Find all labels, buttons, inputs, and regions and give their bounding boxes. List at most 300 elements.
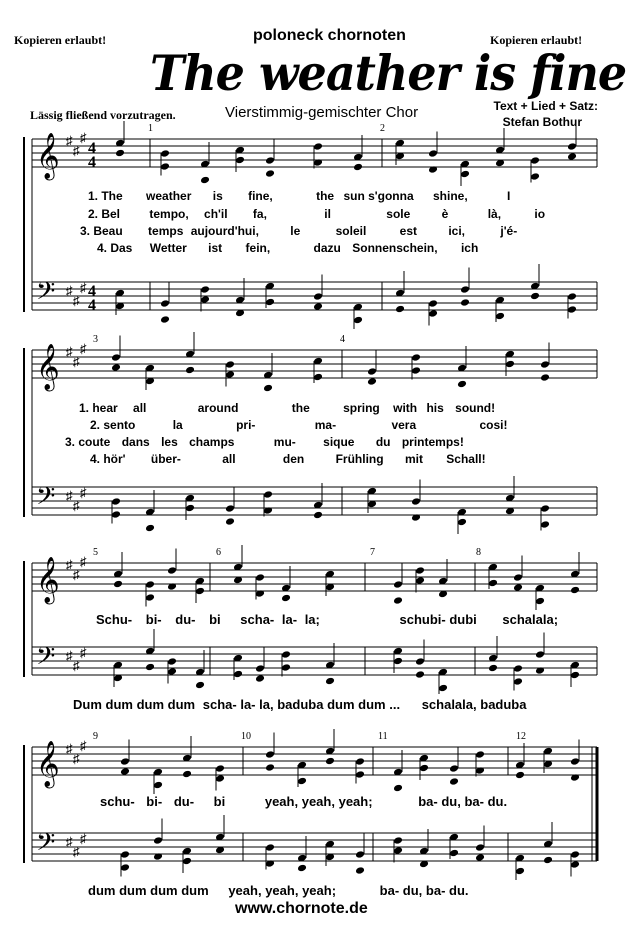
note-head <box>515 771 525 780</box>
note-head <box>567 152 577 161</box>
note-head <box>167 657 177 666</box>
measure-number: 4 <box>340 334 345 345</box>
lyric: dum ... <box>358 697 401 712</box>
lyric: scha- <box>240 612 275 627</box>
lyric: his <box>426 401 444 415</box>
lyric: du. <box>449 883 469 898</box>
sharp-icon: ♯ <box>73 567 80 582</box>
note-head <box>428 299 438 308</box>
note-head <box>393 846 403 855</box>
note-head <box>195 587 205 596</box>
note-head <box>120 757 130 766</box>
lyric: sound! <box>455 401 496 415</box>
measure-number: 11 <box>378 731 388 742</box>
lyric: du- <box>175 612 196 627</box>
measure-number: 10 <box>241 731 251 742</box>
lyric: la- <box>281 612 298 627</box>
lyric: 3. Beau <box>80 224 123 238</box>
verse-line-4 <box>97 241 478 255</box>
bass-clef-icon: 𝄢 <box>36 278 56 311</box>
note-head <box>411 497 421 506</box>
measure-number: 3 <box>93 334 98 345</box>
lyric: cosi! <box>479 418 508 432</box>
lyric: du- <box>173 794 195 809</box>
note-head <box>570 850 580 859</box>
note-head <box>113 580 123 589</box>
sharp-icon: ♯ <box>80 130 87 145</box>
note-head <box>255 573 265 582</box>
lyric: sole <box>386 207 411 221</box>
lyric: du, <box>402 883 423 898</box>
note-head <box>419 764 429 773</box>
lyric: yeah, <box>265 883 299 898</box>
lyric: fein, <box>245 241 271 255</box>
note-head <box>567 305 577 314</box>
lyric: baduba <box>480 697 527 712</box>
lyric: spring <box>343 401 380 415</box>
note-head <box>153 836 163 845</box>
sharp-icon: ♯ <box>80 554 87 569</box>
footer-url: www.chornote.de <box>235 900 368 917</box>
note-head <box>313 373 323 382</box>
lyric: schubi- <box>399 612 446 627</box>
note-head <box>570 586 580 595</box>
lyric: bi <box>209 612 221 627</box>
sharp-icon: ♯ <box>73 354 80 369</box>
lyric: baduba <box>277 697 324 712</box>
note-head <box>460 285 470 294</box>
lyric: Schu- <box>96 612 133 627</box>
note-head <box>488 664 498 673</box>
sharp-icon: ♯ <box>80 738 87 753</box>
lyric: Frühling <box>335 452 384 466</box>
lyric: scha- <box>202 697 237 712</box>
note-head <box>367 367 377 376</box>
measure-number: 8 <box>476 547 481 558</box>
lyric: shine, <box>433 189 468 203</box>
lyric: the <box>316 189 335 203</box>
note-head <box>505 360 515 369</box>
sharp-icon: ♯ <box>80 645 87 660</box>
lyric: around <box>197 401 239 415</box>
note-head <box>265 763 275 772</box>
lyric: bi- <box>145 612 162 627</box>
sharp-icon: ♯ <box>80 485 87 500</box>
note-head <box>215 774 225 783</box>
lyric: du <box>375 435 391 449</box>
note-head <box>281 663 291 672</box>
lyric: ch'il <box>204 207 228 221</box>
note-head <box>160 299 170 308</box>
lyric: I <box>507 189 511 203</box>
lyric: 4. hör' <box>90 452 126 466</box>
lyric: temps <box>148 224 184 238</box>
note-head <box>233 670 243 679</box>
lyric: all <box>133 401 147 415</box>
note-head <box>325 757 335 766</box>
note-head <box>111 510 121 519</box>
lyric: sun s'gonna <box>343 189 414 203</box>
note-head <box>449 849 459 858</box>
lyric: dum <box>136 697 165 712</box>
verse-line-2 <box>88 207 545 221</box>
sharp-icon: ♯ <box>80 280 87 295</box>
sharp-icon: ♯ <box>66 488 73 503</box>
note-head <box>281 594 291 603</box>
note-head <box>160 315 170 324</box>
note-head <box>200 295 210 304</box>
note-head <box>570 860 580 869</box>
lyric: dum <box>181 883 209 898</box>
note-head <box>515 867 525 876</box>
note-head <box>457 380 467 389</box>
time-signature-top: 4 <box>88 283 96 300</box>
note-head <box>297 777 307 786</box>
note-head <box>540 520 550 529</box>
lyric: dum <box>167 697 196 712</box>
lyric: all <box>222 452 236 466</box>
note-head <box>235 156 245 165</box>
note-head <box>265 750 275 759</box>
note-head <box>160 149 170 158</box>
lyric: soleil <box>335 224 367 238</box>
time-signature-bottom: 4 <box>88 297 96 314</box>
note-head <box>415 576 425 585</box>
bass-clef-icon: 𝄢 <box>36 643 56 676</box>
verse-line-2b <box>90 418 508 432</box>
lyric: 2. sento <box>90 418 136 432</box>
note-head <box>355 850 365 859</box>
note-head <box>449 777 459 786</box>
note-head <box>411 353 421 362</box>
note-head <box>393 784 403 793</box>
note-head <box>225 517 235 526</box>
lyric: dubi <box>449 612 477 627</box>
note-head <box>438 684 448 693</box>
note-head <box>530 156 540 165</box>
lyric: mu- <box>273 435 296 449</box>
note-head <box>460 298 470 307</box>
lyric: ba- <box>418 794 438 809</box>
note-head <box>415 657 425 666</box>
note-head <box>120 863 130 872</box>
lyric: schu- <box>100 794 135 809</box>
lyric: sique <box>323 435 355 449</box>
note-head <box>313 292 323 301</box>
lyric: bi- <box>146 794 163 809</box>
note-head <box>167 566 177 575</box>
verse-line-1 <box>88 189 510 203</box>
note-head <box>263 384 273 393</box>
subtitle: Vierstimmig-gemischter Chor <box>225 104 419 121</box>
note-head <box>530 172 540 181</box>
lyric: champs <box>189 435 235 449</box>
bass-clef-icon: 𝄢 <box>36 829 56 862</box>
time-signature-top: 4 <box>88 140 96 157</box>
note-head <box>120 850 130 859</box>
lyric: ba- <box>464 794 484 809</box>
note-head <box>475 750 485 759</box>
lyric: Sonnenschein, <box>352 241 438 255</box>
lyric: fa, <box>252 207 267 221</box>
note-head <box>185 366 195 375</box>
note-head <box>145 580 155 589</box>
lyric: yeah, <box>264 794 299 809</box>
credit-line-2: Stefan Bothur <box>502 115 582 129</box>
lyric: ma- <box>314 418 337 432</box>
treble-clef-icon: 𝄞 <box>36 344 60 389</box>
bass-clef-icon: 𝄢 <box>36 483 56 516</box>
note-head <box>200 285 210 294</box>
note-head <box>488 579 498 588</box>
note-head <box>411 366 421 375</box>
lyric: Wetter <box>149 241 187 255</box>
note-head <box>428 149 438 158</box>
lyric: il <box>324 207 331 221</box>
verse-line-1b <box>79 401 495 415</box>
scat-line-upper <box>96 612 558 627</box>
lyric: le <box>290 224 301 238</box>
note-head <box>281 650 291 659</box>
sharp-icon: ♯ <box>80 831 87 846</box>
lyric: dum <box>327 697 355 712</box>
note-head <box>353 316 363 325</box>
verse-line-4b <box>90 452 486 466</box>
sharp-icon: ♯ <box>66 344 73 359</box>
tempo-marking: Lässig fließend vorzutragen. <box>30 108 176 122</box>
lyric: là, <box>487 207 502 221</box>
note-head <box>265 843 275 852</box>
copy-notice-right: Kopieren erlaubt! <box>490 33 583 47</box>
sharp-icon: ♯ <box>73 143 80 158</box>
note-head <box>145 593 155 602</box>
note-head <box>513 573 523 582</box>
lyric: les <box>161 435 178 449</box>
lyric: is <box>212 189 223 203</box>
note-head <box>111 363 121 372</box>
lyric: with <box>393 401 418 415</box>
note-head <box>495 312 505 321</box>
lyric: yeah; <box>302 883 337 898</box>
note-head <box>120 767 130 776</box>
note-head <box>225 504 235 513</box>
lyric: Dum <box>73 697 102 712</box>
measure-number: 12 <box>516 731 526 742</box>
note-head <box>297 864 307 873</box>
note-head <box>530 292 540 301</box>
lyric: vera <box>391 418 417 432</box>
lyric: aujourd'hui, <box>190 224 259 238</box>
note-head <box>115 149 125 158</box>
lyric: ici, <box>448 224 466 238</box>
lyric: yeah, <box>301 794 335 809</box>
note-head <box>353 163 363 172</box>
note-head <box>475 843 485 852</box>
note-head <box>513 664 523 673</box>
sharp-icon: ♯ <box>73 844 80 859</box>
note-head <box>428 309 438 318</box>
note-head <box>535 597 545 606</box>
lyric: ist <box>208 241 223 255</box>
note-head <box>570 757 580 766</box>
lyric: dum <box>105 697 133 712</box>
note-head <box>225 360 235 369</box>
note-head <box>540 504 550 513</box>
note-head <box>355 770 365 779</box>
note-head <box>355 757 365 766</box>
lyric: dans <box>121 435 150 449</box>
lyric: du, <box>441 794 461 809</box>
lyric: über- <box>150 452 181 466</box>
sharp-icon: ♯ <box>66 648 73 663</box>
note-head <box>567 142 577 151</box>
lyric: dum <box>150 883 178 898</box>
sharp-icon: ♯ <box>66 834 73 849</box>
lyric: 1. The <box>88 189 123 203</box>
note-head <box>145 663 155 672</box>
sharp-icon: ♯ <box>66 557 73 572</box>
lyric: dum <box>119 883 147 898</box>
note-head <box>215 764 225 773</box>
lyric: è <box>441 207 449 221</box>
note-head <box>415 670 425 679</box>
note-head <box>513 677 523 686</box>
song-title: The weather is fine <box>150 44 627 102</box>
note-head <box>460 170 470 179</box>
measure-number: 6 <box>216 547 221 558</box>
verse-line-3 <box>80 224 517 238</box>
measure-number: 9 <box>93 731 98 742</box>
note-head <box>200 176 210 185</box>
note-head <box>393 657 403 666</box>
lyric: schalala, <box>421 697 477 712</box>
note-head <box>111 497 121 506</box>
lyric: weather <box>146 189 192 203</box>
note-head <box>195 681 205 690</box>
note-head <box>570 671 580 680</box>
lyric: 3. coute <box>65 435 111 449</box>
sharp-icon: ♯ <box>73 498 80 513</box>
note-head <box>265 156 275 165</box>
note-head <box>513 583 523 592</box>
lyric: la- <box>240 697 256 712</box>
lyric: la, <box>259 697 274 712</box>
lyric: tempo, <box>149 207 189 221</box>
lyric: la <box>172 418 183 432</box>
note-head <box>263 490 273 499</box>
lyric: 1. hear <box>79 401 118 415</box>
note-head <box>255 674 265 683</box>
note-head <box>449 764 459 773</box>
note-head <box>567 292 577 301</box>
sharp-icon: ♯ <box>73 293 80 308</box>
note-head <box>153 781 163 790</box>
note-head <box>393 596 403 605</box>
lyric: la; <box>304 612 320 627</box>
note-head <box>355 866 365 875</box>
note-head <box>255 664 265 673</box>
sharp-icon: ♯ <box>80 341 87 356</box>
sharp-icon: ♯ <box>66 741 73 756</box>
sharp-icon: ♯ <box>73 751 80 766</box>
note-head <box>313 142 323 151</box>
note-head <box>265 169 275 178</box>
note-head <box>535 650 545 659</box>
lyric: ich <box>460 241 479 255</box>
lyric: yeah, <box>228 883 262 898</box>
note-head <box>313 511 323 520</box>
lyric: dazu <box>313 241 341 255</box>
lyric: ba- <box>379 883 400 898</box>
scat-line-lower-2 <box>88 883 469 898</box>
note-head <box>111 353 121 362</box>
note-head <box>185 504 195 513</box>
lyric: yeah; <box>338 794 373 809</box>
treble-clef-icon: 𝄞 <box>36 741 60 786</box>
lyric: ba- <box>425 883 446 898</box>
note-head <box>393 580 403 589</box>
sharp-icon: ♯ <box>66 283 73 298</box>
copy-notice-left: Kopieren erlaubt! <box>14 33 107 47</box>
site-name: poloneck chornoten <box>253 27 406 44</box>
treble-clef-icon: 𝄞 <box>36 133 60 178</box>
sharp-icon: ♯ <box>73 658 80 673</box>
verse-line-3b <box>65 435 464 449</box>
measure-number: 7 <box>370 547 375 558</box>
lyric: 4. Das <box>97 241 133 255</box>
note-head <box>313 302 323 311</box>
note-head <box>167 667 177 676</box>
note-head <box>145 524 155 533</box>
lyric: j'é- <box>500 224 518 238</box>
note-head <box>265 298 275 307</box>
measure-number: 1 <box>148 123 153 134</box>
note-head <box>540 360 550 369</box>
lyric: bi <box>213 794 226 809</box>
lyric: printemps! <box>401 435 464 449</box>
note-head <box>457 518 467 527</box>
treble-clef-icon: 𝄞 <box>36 557 60 602</box>
measure-number: 2 <box>380 123 385 134</box>
time-signature-bottom: 4 <box>88 154 96 171</box>
note-head <box>543 856 553 865</box>
note-head <box>393 836 403 845</box>
note-head <box>540 373 550 382</box>
note-head <box>325 677 335 686</box>
lyric: 2. Bel <box>88 207 121 221</box>
sharp-icon: ♯ <box>66 133 73 148</box>
scat-line-lower <box>73 697 526 712</box>
note-head <box>225 370 235 379</box>
measure-number: 5 <box>93 547 98 558</box>
note-head <box>395 305 405 314</box>
lyric: est <box>399 224 417 238</box>
scat-line-upper-2 <box>100 794 507 809</box>
note-head <box>182 770 192 779</box>
lyric: den <box>282 452 305 466</box>
lyric: Schall! <box>446 452 486 466</box>
note-head <box>475 853 485 862</box>
lyric: dum <box>88 883 116 898</box>
note-head <box>415 566 425 575</box>
lyric: mit <box>404 452 423 466</box>
credit-line-1: Text + Lied + Satz: <box>493 99 598 113</box>
lyric: the <box>291 401 310 415</box>
lyric: du. <box>487 794 508 809</box>
lyric: schalala; <box>502 612 559 627</box>
lyric: pri- <box>236 418 256 432</box>
note-head <box>182 857 192 866</box>
